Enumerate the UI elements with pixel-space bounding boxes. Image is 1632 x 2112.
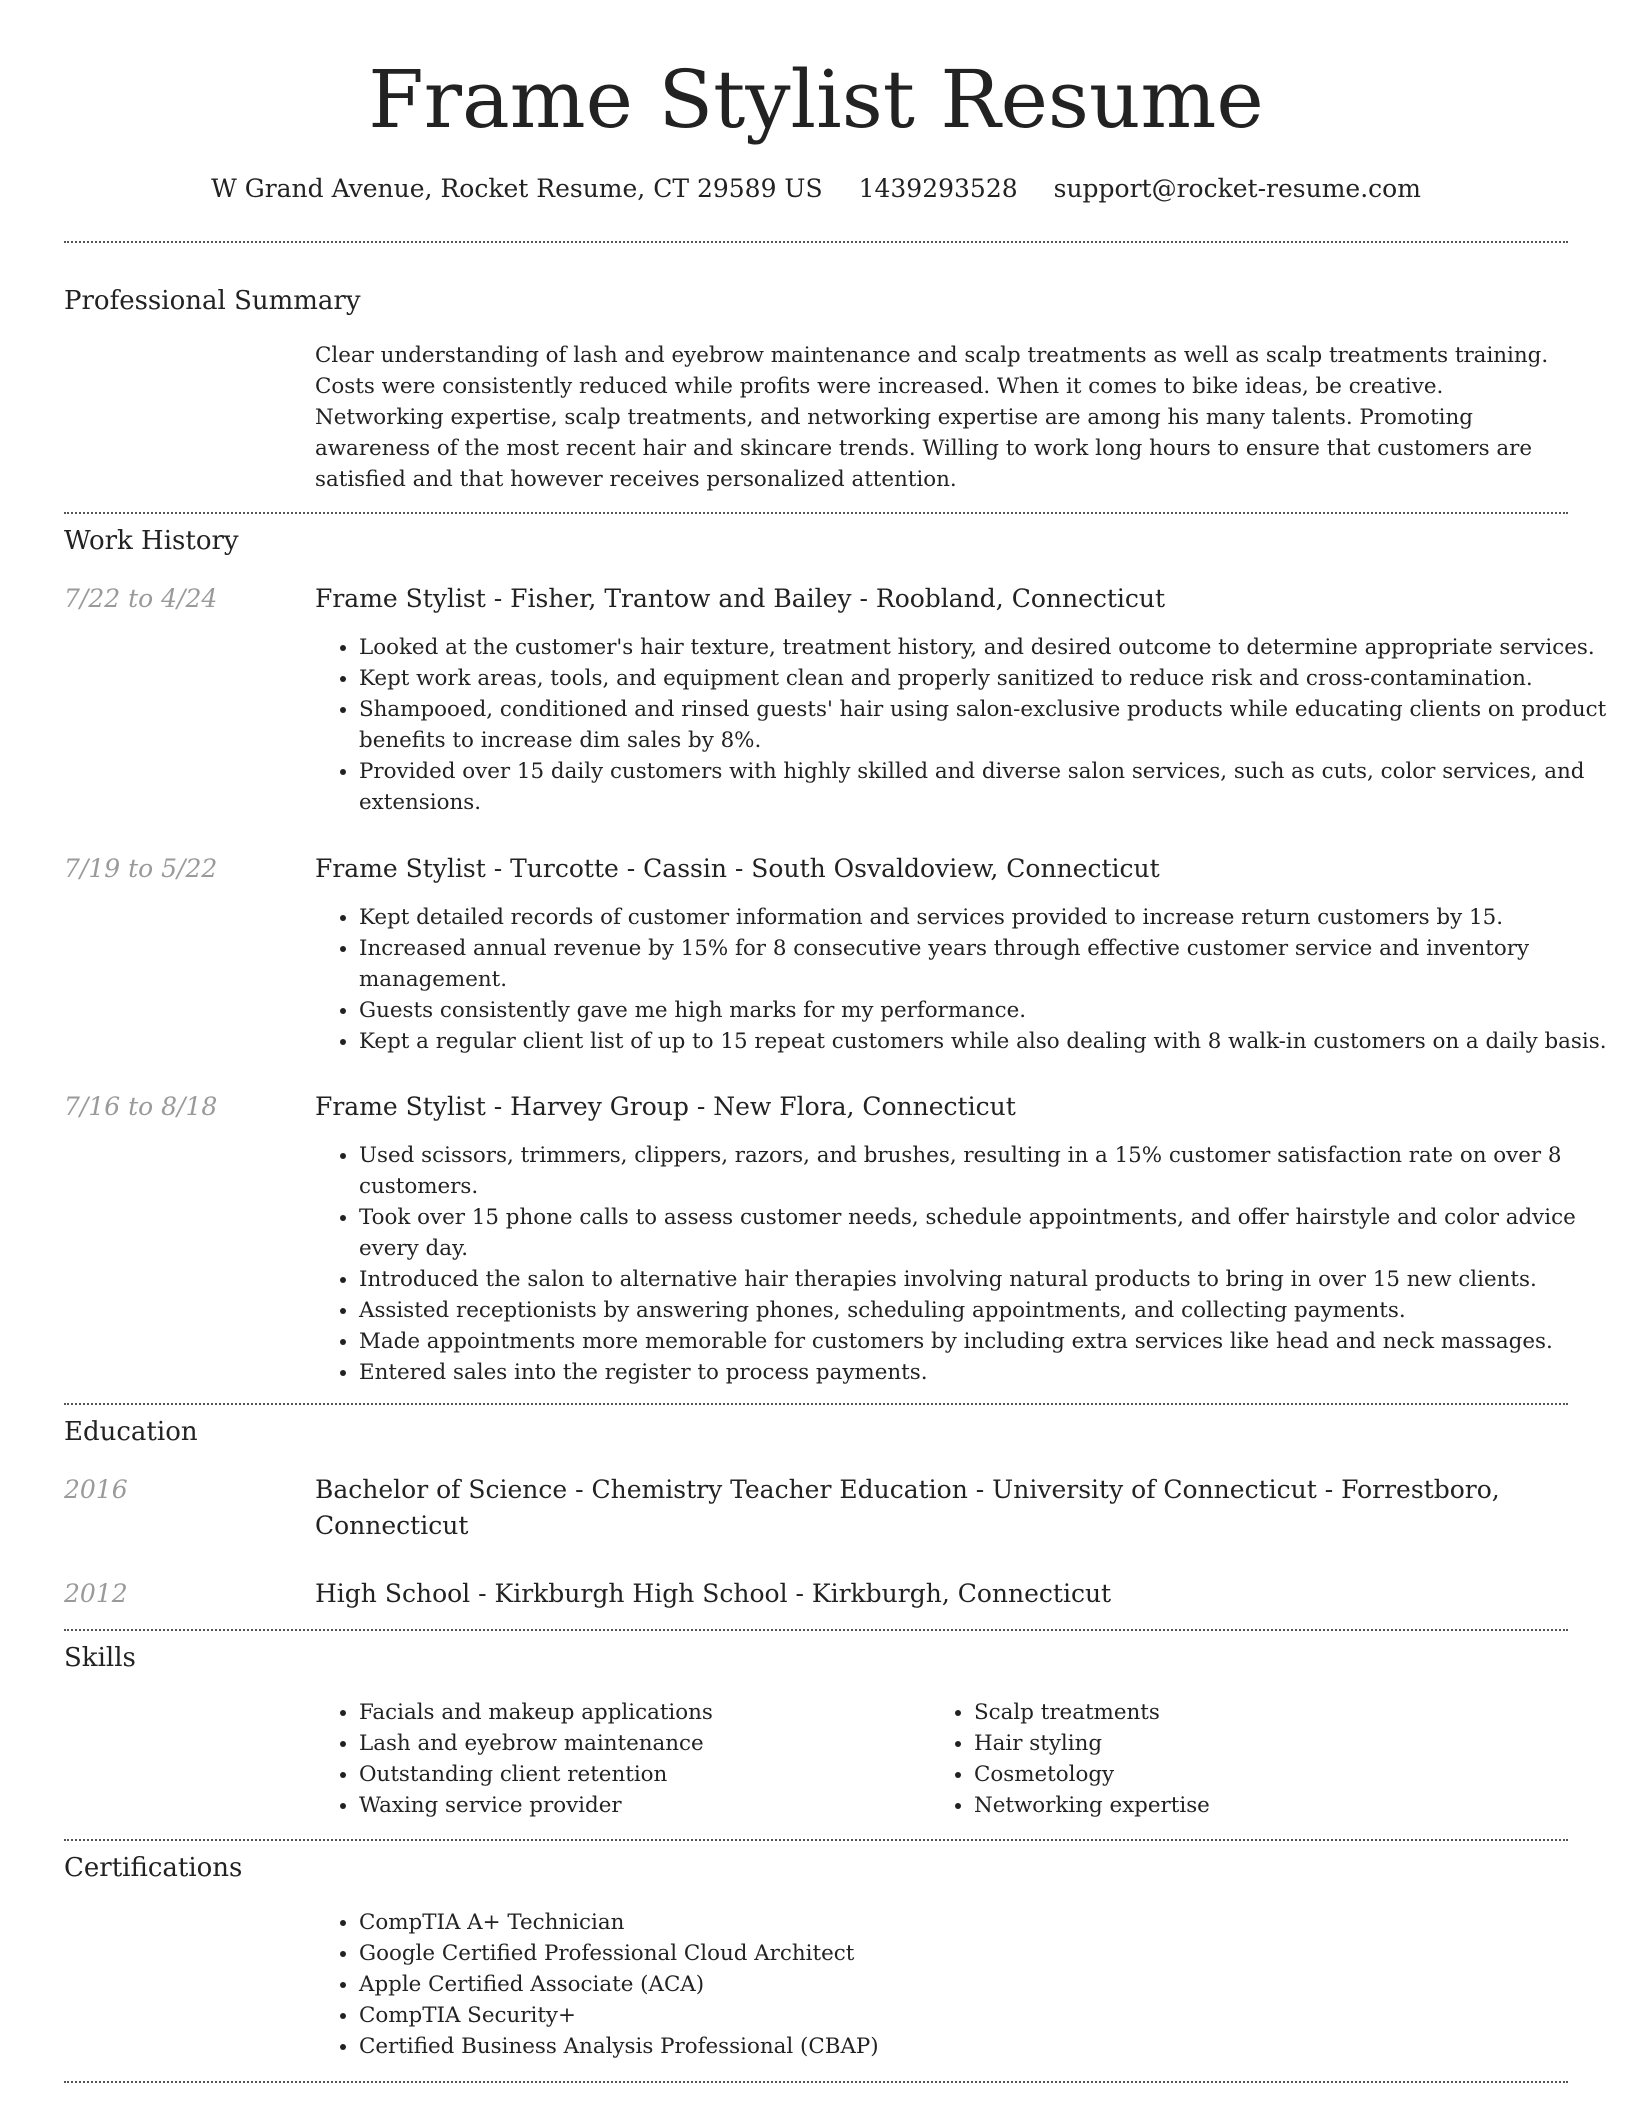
- certifications-list: [315, 1907, 1609, 2062]
- divider: [64, 1403, 1568, 1405]
- divider: [64, 1839, 1568, 1841]
- skills-list-right: [930, 1697, 1534, 1821]
- list-item: • Waxing service provider: [359, 1790, 919, 1821]
- list-item: • Hair styling: [974, 1728, 1534, 1759]
- divider: [64, 1629, 1568, 1631]
- summary-heading: Professional Summary: [64, 286, 361, 316]
- list-item: • Made appointments more memorable for customers by including extra services like head and neck massages.: [359, 1326, 1609, 1357]
- contact-email: support@rocket-resume.com: [1053, 174, 1421, 203]
- education-year: 2012: [64, 1579, 128, 1608]
- list-item: • Kept work areas, tools, and equipment clean and properly sanitized to reduce risk and cross-contamination.: [359, 663, 1609, 694]
- list-item: • Introduced the salon to alternative hair therapies involving natural products to bring in over 15 new clients.: [359, 1264, 1609, 1295]
- education-entry: Bachelor of Science - Chemistry Teacher Education - University of Connecticut - Forrestboro, Connecticut: [315, 1475, 1500, 1540]
- list-item: • CompTIA A+ Technician: [359, 1907, 1609, 1938]
- skills-list-left: [315, 1697, 919, 1821]
- divider: [64, 512, 1568, 514]
- list-item: • Scalp treatments: [974, 1697, 1534, 1728]
- list-item: • Cosmetology: [974, 1759, 1534, 1790]
- summary-text: Clear understanding of lash and eyebrow maintenance and scalp treatments as well as scalp treatments training. Costs were consistently reduced while profits were increased. When it comes to bike ideas, be creative. Networking expertise, scalp treatments, and networking expertise are among his many talents. Promoting awareness of the most recent hair and skincare trends. Willing to work long hours to ensure that customers are satisfied and that however receives personalized attention.: [315, 343, 1549, 492]
- job-dates: 7/22 to 4/24: [64, 584, 218, 613]
- list-item: • Apple Certified Associate (ACA): [359, 1969, 1609, 2000]
- job-title: Frame Stylist - Fisher, Trantow and Bailey - Roobland, Connecticut: [315, 584, 1166, 613]
- contact-address: W Grand Avenue, Rocket Resume, CT 29589 US: [211, 174, 823, 203]
- list-item: • Facials and makeup applications: [359, 1697, 919, 1728]
- education-year: 2016: [64, 1475, 128, 1504]
- job-bullets: [315, 1140, 1609, 1388]
- job-title: Frame Stylist - Harvey Group - New Flora, Connecticut: [315, 1092, 1016, 1121]
- list-item: • CompTIA Security+: [359, 2000, 1609, 2031]
- list-item: • Looked at the customer's hair texture, treatment history, and desired outcome to determine appropriate services.: [359, 632, 1609, 663]
- job-bullets: [315, 902, 1609, 1057]
- resume-title: Frame Stylist Resume: [368, 53, 1264, 146]
- list-item: • Kept detailed records of customer information and services provided to increase return customers by 15.: [359, 902, 1609, 933]
- list-item: • Networking expertise: [974, 1790, 1534, 1821]
- list-item: • Google Certified Professional Cloud Architect: [359, 1938, 1609, 1969]
- work-history-heading: Work History: [64, 526, 239, 556]
- education-entry: High School - Kirkburgh High School - Kirkburgh, Connecticut: [315, 1579, 1112, 1608]
- list-item: • Assisted receptionists by answering phones, scheduling appointments, and collecting payments.: [359, 1295, 1609, 1326]
- list-item: • Used scissors, trimmers, clippers, razors, and brushes, resulting in a 15% customer satisfaction rate on over 8 customers.: [359, 1140, 1609, 1202]
- certifications-heading: Certifications: [64, 1853, 243, 1883]
- divider: [64, 2081, 1568, 2083]
- list-item: • Outstanding client retention: [359, 1759, 919, 1790]
- list-item: • Guests consistently gave me high marks for my performance.: [359, 995, 1609, 1026]
- job-dates: 7/16 to 8/18: [64, 1092, 218, 1121]
- list-item: • Certified Business Analysis Professional (CBAP): [359, 2031, 1609, 2062]
- list-item: • Took over 15 phone calls to assess customer needs, schedule appointments, and offer hairstyle and color advice every day.: [359, 1202, 1609, 1264]
- job-bullets: [315, 632, 1609, 818]
- list-item: • Entered sales into the register to process payments.: [359, 1357, 1609, 1388]
- list-item: • Shampooed, conditioned and rinsed guests' hair using salon-exclusive products while educating clients on product benefits to increase dim sales by 8%.: [359, 694, 1609, 756]
- list-item: • Lash and eyebrow maintenance: [359, 1728, 919, 1759]
- contact-phone: 1439293528: [858, 174, 1018, 203]
- list-item: • Increased annual revenue by 15% for 8 consecutive years through effective customer service and inventory management.: [359, 933, 1609, 995]
- skills-heading: Skills: [64, 1643, 136, 1673]
- list-item: • Kept a regular client list of up to 15 repeat customers while also dealing with 8 walk-in customers on a daily basis.: [359, 1026, 1609, 1057]
- contact-line: [0, 172, 1632, 206]
- list-item: • Provided over 15 daily customers with highly skilled and diverse salon services, such as cuts, color services, and extensions.: [359, 756, 1609, 818]
- education-heading: Education: [64, 1417, 198, 1447]
- job-dates: 7/19 to 5/22: [64, 854, 218, 883]
- divider: [64, 241, 1568, 243]
- job-title: Frame Stylist - Turcotte - Cassin - South Osvaldoview, Connecticut: [315, 854, 1160, 883]
